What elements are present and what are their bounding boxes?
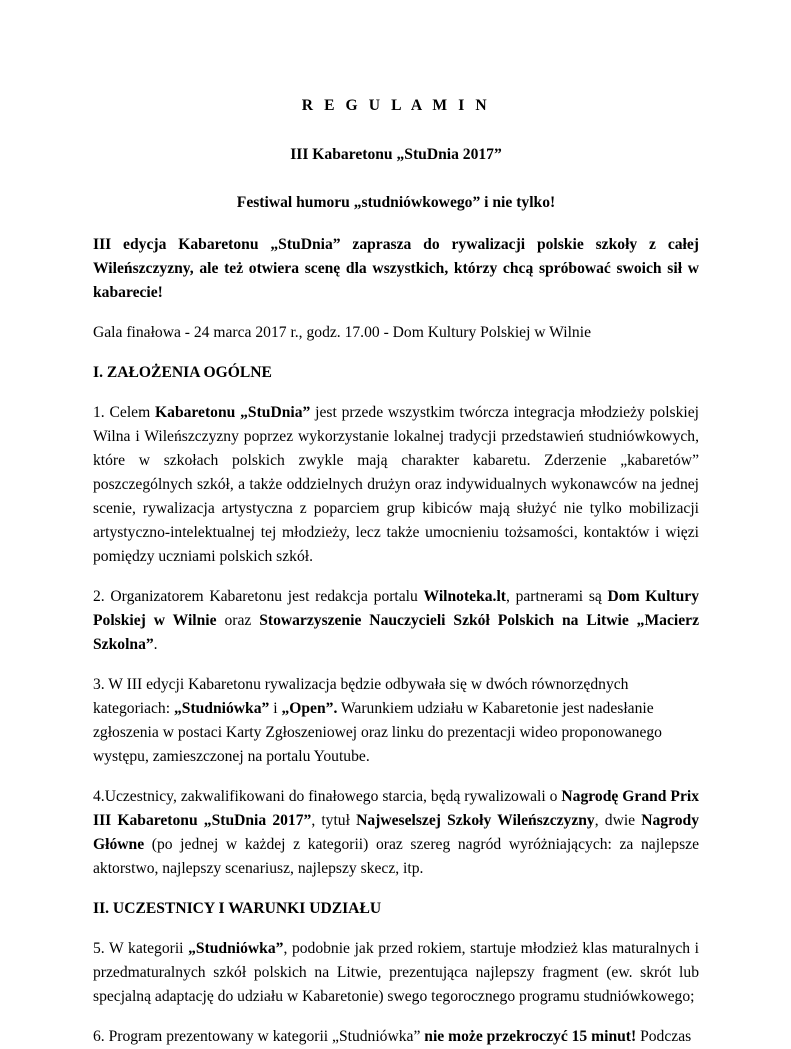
document-subtitle: III Kabaretonu „StuDnia 2017”	[290, 146, 502, 163]
paragraph-2-text: .	[153, 636, 158, 653]
paragraph-1-text: 1. Celem	[93, 404, 156, 421]
paragraph-3	[93, 673, 699, 769]
paragraph-3-text: i	[269, 700, 282, 717]
paragraph-4-bold: Nagrody Główne	[93, 812, 699, 853]
paragraph-2-text: oraz	[216, 612, 260, 629]
paragraph-3-text: 3. W III edycji Kabaretonu rywalizacja będzie odbywała się w dwóch równorzędnych kategoriach:	[93, 676, 629, 717]
paragraph-4-bold: Nagrodę Grand Prix III Kabaretonu „StuDnia 2017”	[93, 788, 699, 829]
paragraph-1-text: jest przede wszystkim twórcza integracja młodzieży polskiej Wilna i Wileńszczyzny poprzez wykorzystanie lokalnej tradycji przedstawień studniówkowych, które w szkołach polskich zwykle mają charakter kabaretu. Zderzenie „kabaretów” poszczególnych szkół, a także oddzielnych drużyn oraz indywidualnych wykonawców na jednej scenie, rywalizacja artystyczna z poparciem grup kibiców mają służyć nie tylko mobilizacji artystyczno-intelektualnej tej młodzieży, lecz także umocnieniu tożsamości, kontaktów i więzi pomiędzy uczniami polskich szkół.	[93, 404, 699, 565]
paragraph-6-text: 6. Program prezentowany w kategorii „Studniówka”	[93, 1028, 425, 1045]
paragraph-6	[93, 1025, 699, 1049]
paragraph-5-text: 5. W kategorii	[93, 940, 189, 957]
paragraph-6-bold: nie może przekroczyć 15 minut!	[424, 1028, 637, 1045]
paragraph-2-text: , partnerami są	[505, 588, 608, 605]
paragraph-5	[93, 937, 699, 1009]
paragraph-2-bold: Stowarzyszenie Nauczycieli Szkół Polskich na Litwie „Macierz Szkolna”	[93, 612, 699, 653]
paragraph-3-bold: „Studniówka”	[173, 700, 270, 717]
paragraph-3-bold: „Open”.	[281, 700, 338, 717]
gala-info: Gala finałowa - 24 marca 2017 r., godz. 17.00 - Dom Kultury Polskiej w Wilnie	[93, 324, 591, 341]
section-heading-general: I. ZAŁOŻENIA OGÓLNE	[93, 364, 272, 381]
document-title: R E G U L A M I N	[301, 97, 491, 114]
paragraph-2	[93, 585, 699, 657]
paragraph-4-text: , tytuł	[311, 812, 357, 829]
paragraph-3-text: Warunkiem udziału w Kabaretonie jest nadesłanie zgłoszenia w postaci Karty Zgłoszeniowej oraz linku do prezentacji wideo proponowanego występu, zamieszczonej na portalu Youtube.	[93, 700, 662, 765]
paragraph-2-text: 2. Organizatorem Kabaretonu jest redakcja portalu	[93, 588, 424, 605]
paragraph-1	[93, 401, 699, 569]
paragraph-2-bold: Wilnoteka.lt	[423, 588, 506, 605]
paragraph-1-bold: Kabaretonu „StuDnia”	[155, 404, 311, 421]
paragraph-4-text: 4.Uczestnicy, zakwalifikowani do finałowego starcia, będą rywalizowali o	[93, 788, 562, 805]
paragraph-4-text: (po jednej w każdej z kategorii) oraz szereg nagród wyróżniających: za najlepsze aktorstwo, najlepszy scenariusz, najlepszy skecz, itp.	[93, 836, 699, 877]
paragraph-5-bold: „Studniówka”	[188, 940, 284, 957]
paragraph-4-bold: Najweselszej Szkoły Wileńszczyzny	[356, 812, 595, 829]
paragraph-2-bold: Dom Kultury Polskiej w Wilnie	[93, 588, 699, 629]
paragraph-4-text: , dwie	[594, 812, 642, 829]
document-body	[93, 94, 699, 1049]
paragraph-6-text: Podczas	[636, 1028, 692, 1045]
paragraph-4	[93, 785, 699, 881]
intro-paragraph: III edycja Kabaretonu „StuDnia” zaprasza do rywalizacji polskie szkoły z całej Wileńszczyzny, ale też otwiera scenę dla wszystkich, którzy chcą spróbować swoich sił w kabarecie!	[93, 236, 699, 301]
festival-tagline: Festiwal humoru „studniówkowego” i nie tylko!	[236, 194, 556, 211]
paragraph-5-text: , podobnie jak przed rokiem, startuje młodzież klas maturalnych i przedmaturalnych szkół polskich na Litwie, prezentująca najlepszy fragment (ew. skrót lub specjalną adaptację do udziału w Kabaretonie) swego tegorocznego programu studniówkowego;	[93, 940, 699, 1005]
section-heading-participants: II. UCZESTNICY I WARUNKI UDZIAŁU	[93, 900, 382, 917]
